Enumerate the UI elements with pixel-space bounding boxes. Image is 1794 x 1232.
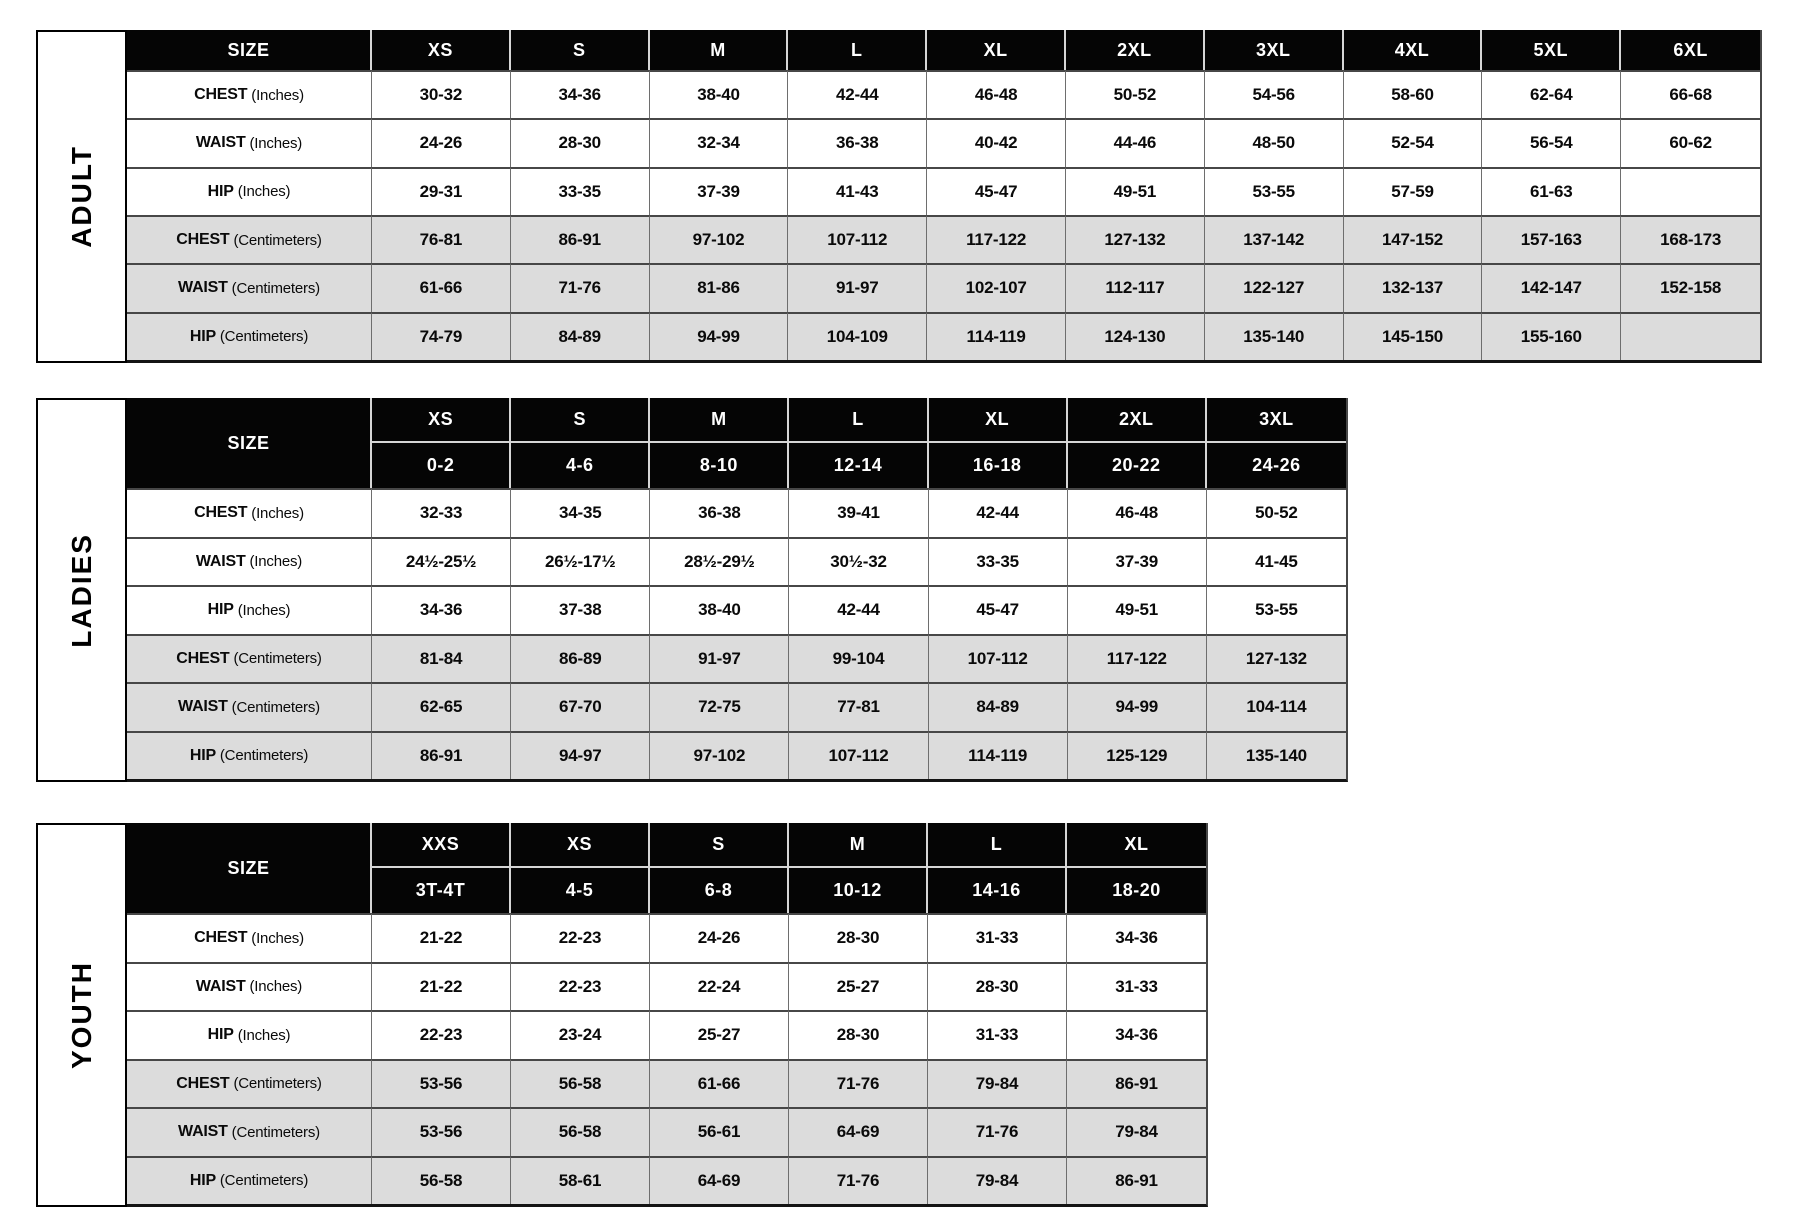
row-label xyxy=(127,1107,372,1156)
measurement-cell: 30-32 xyxy=(372,70,511,118)
measurement-cell: 79-84 xyxy=(928,1156,1067,1205)
measurement-cell: 145-150 xyxy=(1344,312,1483,360)
measurement-cell: 132-137 xyxy=(1344,263,1483,311)
row-label xyxy=(127,913,372,962)
measurement-cell: 52-54 xyxy=(1344,118,1483,166)
row-label xyxy=(127,1059,372,1108)
measurement-cell: 34-36 xyxy=(1067,1010,1206,1059)
measurement-cell: 22-24 xyxy=(650,962,789,1011)
measurement-cell: 99-104 xyxy=(789,634,928,683)
measurement-cell: 45-47 xyxy=(929,585,1068,634)
measurement-cell: 37-39 xyxy=(650,167,789,215)
measurement-cell: 64-69 xyxy=(789,1107,928,1156)
measurement-cell: 41-45 xyxy=(1207,537,1346,586)
numeric-size-header: 3T-4T xyxy=(372,868,511,913)
row-label xyxy=(127,1156,372,1205)
measurement-cell: 53-56 xyxy=(372,1107,511,1156)
measurement-cell: 36-38 xyxy=(788,118,927,166)
measurement-cell: 79-84 xyxy=(1067,1107,1206,1156)
measurement-name: CHEST xyxy=(176,649,230,667)
size-column-header: 3XL xyxy=(1205,30,1344,70)
measurement-cell: 72-75 xyxy=(650,682,789,731)
numeric-size-header: 12-14 xyxy=(789,443,928,488)
measurement-cell: 46-48 xyxy=(927,70,1066,118)
measurement-cell: 31-33 xyxy=(928,1010,1067,1059)
youth-group-label-box xyxy=(36,823,127,1207)
measurement-cell: 34-35 xyxy=(511,488,650,537)
measurement-cell: 81-86 xyxy=(650,263,789,311)
size-column-header: XL xyxy=(929,398,1068,443)
measurement-cell: 22-23 xyxy=(511,962,650,1011)
measurement-cell: 102-107 xyxy=(927,263,1066,311)
measurement-name: HIP xyxy=(207,1026,234,1044)
measurement-cell: 50-52 xyxy=(1207,488,1346,537)
measurement-cell: 94-99 xyxy=(650,312,789,360)
row-label xyxy=(127,962,372,1011)
measurement-unit: (Centimeters) xyxy=(215,328,309,346)
measurement-cell: 40-42 xyxy=(927,118,1066,166)
numeric-size-header: 4-5 xyxy=(511,868,650,913)
measurement-cell: 31-33 xyxy=(928,913,1067,962)
size-header-cell: SIZE xyxy=(127,398,372,488)
measurement-unit: (Centimeters) xyxy=(227,1123,320,1141)
row-label xyxy=(127,312,372,360)
measurement-cell: 39-41 xyxy=(789,488,928,537)
measurement-cell: 41-43 xyxy=(788,167,927,215)
measurement-cell: 86-91 xyxy=(1067,1059,1206,1108)
size-column-header: M xyxy=(789,823,928,868)
row-label xyxy=(127,70,372,118)
adult-size-chart xyxy=(36,30,1762,363)
measurement-cell: 56-58 xyxy=(511,1107,650,1156)
measurement-cell: 79-84 xyxy=(928,1059,1067,1108)
measurement-cell: 71-76 xyxy=(928,1107,1067,1156)
measurement-cell: 28-30 xyxy=(928,962,1067,1011)
measurement-cell: 26½-17½ xyxy=(511,537,650,586)
size-column-header: 4XL xyxy=(1344,30,1483,70)
measurement-cell: 44-46 xyxy=(1066,118,1205,166)
measurement-cell: 54-56 xyxy=(1205,70,1344,118)
measurement-cell: 142-147 xyxy=(1482,263,1621,311)
measurement-cell: 60-62 xyxy=(1621,118,1760,166)
measurement-cell: 33-35 xyxy=(511,167,650,215)
size-column-header: XL xyxy=(927,30,1066,70)
measurement-cell: 24½-25½ xyxy=(372,537,511,586)
measurement-cell: 21-22 xyxy=(372,913,511,962)
measurement-cell: 46-48 xyxy=(1068,488,1207,537)
size-column-header: 6XL xyxy=(1621,30,1760,70)
measurement-cell: 147-152 xyxy=(1344,215,1483,263)
measurement-cell: 31-33 xyxy=(1067,962,1206,1011)
measurement-cell: 42-44 xyxy=(789,585,928,634)
row-label xyxy=(127,118,372,166)
measurement-name: HIP xyxy=(207,601,234,619)
measurement-cell: 168-173 xyxy=(1621,215,1760,263)
measurement-cell: 71-76 xyxy=(789,1059,928,1108)
measurement-cell: 49-51 xyxy=(1066,167,1205,215)
size-column-header: L xyxy=(789,398,928,443)
measurement-name: HIP xyxy=(189,1171,216,1189)
measurement-cell: 21-22 xyxy=(372,962,511,1011)
measurement-cell: 45-47 xyxy=(927,167,1066,215)
size-column-header: S xyxy=(650,823,789,868)
measurement-name: WAIST xyxy=(195,977,246,995)
measurement-cell: 50-52 xyxy=(1066,70,1205,118)
measurement-unit: (Centimeters) xyxy=(229,1075,322,1093)
measurement-unit: (Centimeters) xyxy=(229,231,322,249)
numeric-size-header: 24-26 xyxy=(1207,443,1346,488)
size-column-header: S xyxy=(511,30,650,70)
size-column-header: M xyxy=(650,398,789,443)
measurement-cell: 107-112 xyxy=(788,215,927,263)
measurement-cell: 34-36 xyxy=(511,70,650,118)
row-label xyxy=(127,488,372,537)
numeric-size-header: 14-16 xyxy=(928,868,1067,913)
measurement-name: WAIST xyxy=(178,698,228,716)
row-label xyxy=(127,1010,372,1059)
measurement-cell: 28-30 xyxy=(511,118,650,166)
measurement-unit: (Inches) xyxy=(245,134,303,152)
measurement-unit: (Centimeters) xyxy=(215,1172,309,1190)
size-column-header: XS xyxy=(372,398,511,443)
size-column-header: M xyxy=(650,30,789,70)
measurement-cell: 25-27 xyxy=(789,962,928,1011)
row-label xyxy=(127,167,372,215)
measurement-cell: 117-122 xyxy=(1068,634,1207,683)
numeric-size-header: 20-22 xyxy=(1068,443,1207,488)
measurement-cell: 30½-32 xyxy=(789,537,928,586)
measurement-cell: 135-140 xyxy=(1207,731,1346,780)
measurement-cell: 22-23 xyxy=(511,913,650,962)
row-label xyxy=(127,731,372,780)
measurement-name: HIP xyxy=(189,327,216,345)
measurement-cell: 86-89 xyxy=(511,634,650,683)
numeric-size-header: 0-2 xyxy=(372,443,511,488)
measurement-cell: 61-66 xyxy=(372,263,511,311)
numeric-size-header: 18-20 xyxy=(1067,868,1206,913)
measurement-cell: 94-97 xyxy=(511,731,650,780)
youth-size-chart xyxy=(36,823,1208,1207)
measurement-cell xyxy=(1621,167,1760,215)
row-label xyxy=(127,263,372,311)
measurement-cell: 48-50 xyxy=(1205,118,1344,166)
measurement-name: CHEST xyxy=(194,504,248,522)
measurement-cell: 53-55 xyxy=(1207,585,1346,634)
youth-size-table xyxy=(127,823,1208,1207)
measurement-name: CHEST xyxy=(176,1074,230,1092)
measurement-cell: 61-66 xyxy=(650,1059,789,1108)
size-header-cell: SIZE xyxy=(127,823,372,913)
measurement-cell: 53-56 xyxy=(372,1059,511,1108)
measurement-cell: 124-130 xyxy=(1066,312,1205,360)
measurement-cell: 56-54 xyxy=(1482,118,1621,166)
measurement-cell: 62-64 xyxy=(1482,70,1621,118)
ladies-group-label: LADIES xyxy=(65,532,97,648)
row-label xyxy=(127,634,372,683)
measurement-cell: 56-58 xyxy=(511,1059,650,1108)
measurement-cell: 58-60 xyxy=(1344,70,1483,118)
row-label xyxy=(127,682,372,731)
measurement-cell: 49-51 xyxy=(1068,585,1207,634)
measurement-unit: (Centimeters) xyxy=(227,698,320,716)
measurement-unit: (Centimeters) xyxy=(229,650,322,668)
measurement-cell: 37-38 xyxy=(511,585,650,634)
size-column-header: L xyxy=(928,823,1067,868)
measurement-cell: 122-127 xyxy=(1205,263,1344,311)
measurement-cell: 152-158 xyxy=(1621,263,1760,311)
measurement-cell: 71-76 xyxy=(789,1156,928,1205)
measurement-cell: 34-36 xyxy=(1067,913,1206,962)
size-column-header: L xyxy=(788,30,927,70)
size-column-header: XXS xyxy=(372,823,511,868)
measurement-cell: 107-112 xyxy=(789,731,928,780)
ladies-group-label-box xyxy=(36,398,127,782)
measurement-cell: 97-102 xyxy=(650,731,789,780)
measurement-cell: 22-23 xyxy=(372,1010,511,1059)
measurement-cell: 53-55 xyxy=(1205,167,1344,215)
measurement-cell: 94-99 xyxy=(1068,682,1207,731)
measurement-cell: 155-160 xyxy=(1482,312,1621,360)
size-header-cell: SIZE xyxy=(127,30,372,70)
measurement-name: WAIST xyxy=(178,1123,228,1141)
measurement-cell: 77-81 xyxy=(789,682,928,731)
row-label xyxy=(127,585,372,634)
measurement-unit: (Centimeters) xyxy=(215,747,309,765)
measurement-cell: 114-119 xyxy=(929,731,1068,780)
measurement-cell: 86-91 xyxy=(511,215,650,263)
numeric-size-header: 16-18 xyxy=(929,443,1068,488)
numeric-size-header: 4-6 xyxy=(511,443,650,488)
measurement-unit: (Inches) xyxy=(233,601,291,619)
measurement-cell: 86-91 xyxy=(1067,1156,1206,1205)
measurement-cell: 38-40 xyxy=(650,585,789,634)
measurement-unit: (Inches) xyxy=(233,1026,291,1044)
size-column-header: 2XL xyxy=(1066,30,1205,70)
measurement-cell: 71-76 xyxy=(511,263,650,311)
measurement-cell: 117-122 xyxy=(927,215,1066,263)
measurement-cell: 56-61 xyxy=(650,1107,789,1156)
adult-group-label: ADULT xyxy=(65,145,97,248)
measurement-unit: (Inches) xyxy=(245,553,303,571)
measurement-cell: 137-142 xyxy=(1205,215,1344,263)
measurement-cell: 84-89 xyxy=(511,312,650,360)
measurement-cell: 125-129 xyxy=(1068,731,1207,780)
measurement-cell: 62-65 xyxy=(372,682,511,731)
measurement-cell: 24-26 xyxy=(650,913,789,962)
measurement-cell: 32-33 xyxy=(372,488,511,537)
measurement-cell: 23-24 xyxy=(511,1010,650,1059)
measurement-name: WAIST xyxy=(195,552,246,570)
measurement-cell: 37-39 xyxy=(1068,537,1207,586)
measurement-name: CHEST xyxy=(176,231,230,249)
measurement-cell: 114-119 xyxy=(927,312,1066,360)
measurement-cell: 104-114 xyxy=(1207,682,1346,731)
measurement-cell: 91-97 xyxy=(788,263,927,311)
measurement-cell: 127-132 xyxy=(1207,634,1346,683)
measurement-cell: 104-109 xyxy=(788,312,927,360)
numeric-size-header: 8-10 xyxy=(650,443,789,488)
measurement-cell: 66-68 xyxy=(1621,70,1760,118)
adult-size-table xyxy=(127,30,1762,363)
size-column-header: XS xyxy=(511,823,650,868)
measurement-cell: 42-44 xyxy=(929,488,1068,537)
measurement-unit: (Inches) xyxy=(247,504,304,522)
ladies-size-chart xyxy=(36,398,1348,782)
measurement-cell: 58-61 xyxy=(511,1156,650,1205)
measurement-cell xyxy=(1621,312,1760,360)
measurement-name: CHEST xyxy=(194,929,248,947)
size-column-header: XS xyxy=(372,30,511,70)
measurement-unit: (Inches) xyxy=(247,86,304,104)
measurement-cell: 24-26 xyxy=(372,118,511,166)
measurement-unit: (Inches) xyxy=(247,929,304,947)
measurement-cell: 36-38 xyxy=(650,488,789,537)
size-column-header: XL xyxy=(1067,823,1206,868)
measurement-unit: (Centimeters) xyxy=(227,279,320,297)
measurement-cell: 67-70 xyxy=(511,682,650,731)
measurement-cell: 64-69 xyxy=(650,1156,789,1205)
measurement-cell: 38-40 xyxy=(650,70,789,118)
measurement-cell: 56-58 xyxy=(372,1156,511,1205)
measurement-cell: 33-35 xyxy=(929,537,1068,586)
measurement-cell: 28½-29½ xyxy=(650,537,789,586)
measurement-name: WAIST xyxy=(195,134,246,152)
size-column-header: 5XL xyxy=(1482,30,1621,70)
measurement-cell: 86-91 xyxy=(372,731,511,780)
measurement-name: WAIST xyxy=(178,279,228,297)
measurement-cell: 97-102 xyxy=(650,215,789,263)
measurement-cell: 25-27 xyxy=(650,1010,789,1059)
measurement-cell: 28-30 xyxy=(789,1010,928,1059)
measurement-name: CHEST xyxy=(194,86,248,104)
measurement-cell: 135-140 xyxy=(1205,312,1344,360)
measurement-cell: 76-81 xyxy=(372,215,511,263)
measurement-cell: 42-44 xyxy=(788,70,927,118)
youth-group-label: YOUTH xyxy=(65,961,97,1069)
numeric-size-header: 10-12 xyxy=(789,868,928,913)
row-label xyxy=(127,215,372,263)
measurement-cell: 74-79 xyxy=(372,312,511,360)
measurement-cell: 61-63 xyxy=(1482,167,1621,215)
measurement-cell: 84-89 xyxy=(929,682,1068,731)
measurement-cell: 81-84 xyxy=(372,634,511,683)
measurement-name: HIP xyxy=(189,746,216,764)
row-label xyxy=(127,537,372,586)
measurement-cell: 127-132 xyxy=(1066,215,1205,263)
measurement-cell: 32-34 xyxy=(650,118,789,166)
measurement-unit: (Inches) xyxy=(245,978,303,996)
measurement-cell: 34-36 xyxy=(372,585,511,634)
measurement-cell: 57-59 xyxy=(1344,167,1483,215)
measurement-cell: 91-97 xyxy=(650,634,789,683)
measurement-cell: 112-117 xyxy=(1066,263,1205,311)
measurement-cell: 28-30 xyxy=(789,913,928,962)
ladies-size-table xyxy=(127,398,1348,782)
measurement-cell: 107-112 xyxy=(929,634,1068,683)
size-column-header: S xyxy=(511,398,650,443)
measurement-name: HIP xyxy=(207,182,234,200)
measurement-cell: 29-31 xyxy=(372,167,511,215)
size-column-header: 3XL xyxy=(1207,398,1346,443)
adult-group-label-box xyxy=(36,30,127,363)
measurement-cell: 157-163 xyxy=(1482,215,1621,263)
measurement-unit: (Inches) xyxy=(233,183,291,201)
size-column-header: 2XL xyxy=(1068,398,1207,443)
numeric-size-header: 6-8 xyxy=(650,868,789,913)
